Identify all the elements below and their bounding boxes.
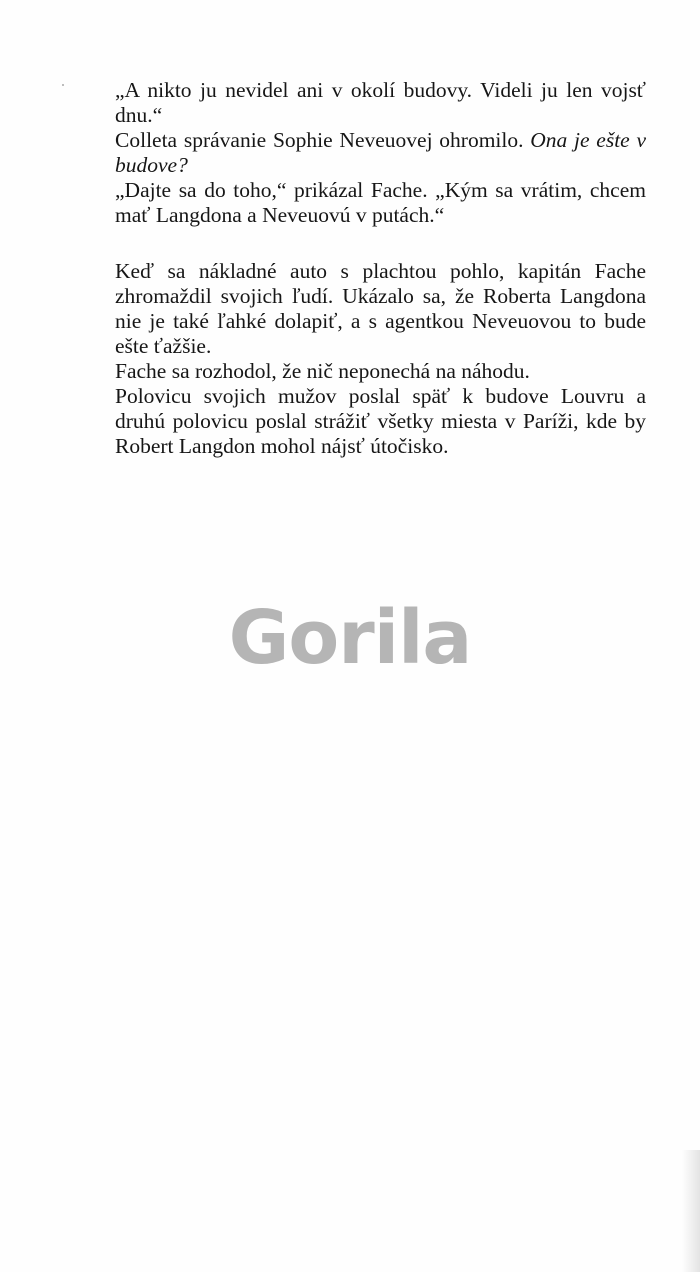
paragraph-dialogue-1: „A nikto ju nevidel ani v okolí budovy. Videli ju len vojsť dnu.“ — [115, 78, 646, 127]
paragraph-collet — [115, 128, 646, 178]
watermark-logo: Gorila — [228, 595, 472, 681]
page-edge-shadow — [682, 1150, 700, 1272]
paragraph-collet-text: Colleta správanie Sophie Neveuovej ohromilo. — [115, 128, 531, 152]
paper-speck — [62, 84, 64, 86]
paragraph-dialogue-2: „Dajte sa do toho,“ prikázal Fache. „Kým sa vrátim, chcem mať Langdona a Neveuovú v putách.“ — [115, 178, 646, 227]
text-block-lower — [115, 259, 646, 459]
paragraph-fache-decides: Fache sa rozhodol, že nič neponechá na náhodu. — [115, 359, 530, 383]
paragraph-collet-italic-thought: Ona je ešte v budove? — [115, 128, 647, 177]
text-block-upper — [115, 78, 646, 228]
paragraph-fache-orders: Polovicu svojich mužov poslal späť k budove Louvru a druhú polovicu poslal strážiť všetky miesta v Paríži, kde by Robert Langdon mohol nájsť útočisko. — [115, 384, 646, 458]
paragraph-fache-gathers: Keď sa nákladné auto s plachtou pohlo, kapitán Fache zhromaždil svojich ľudí. Ukázalo sa, že Roberta Langdona nie je také ľahké dolapiť, a s agentkou Neveuovou to bude ešte ťažšie. — [115, 259, 646, 358]
